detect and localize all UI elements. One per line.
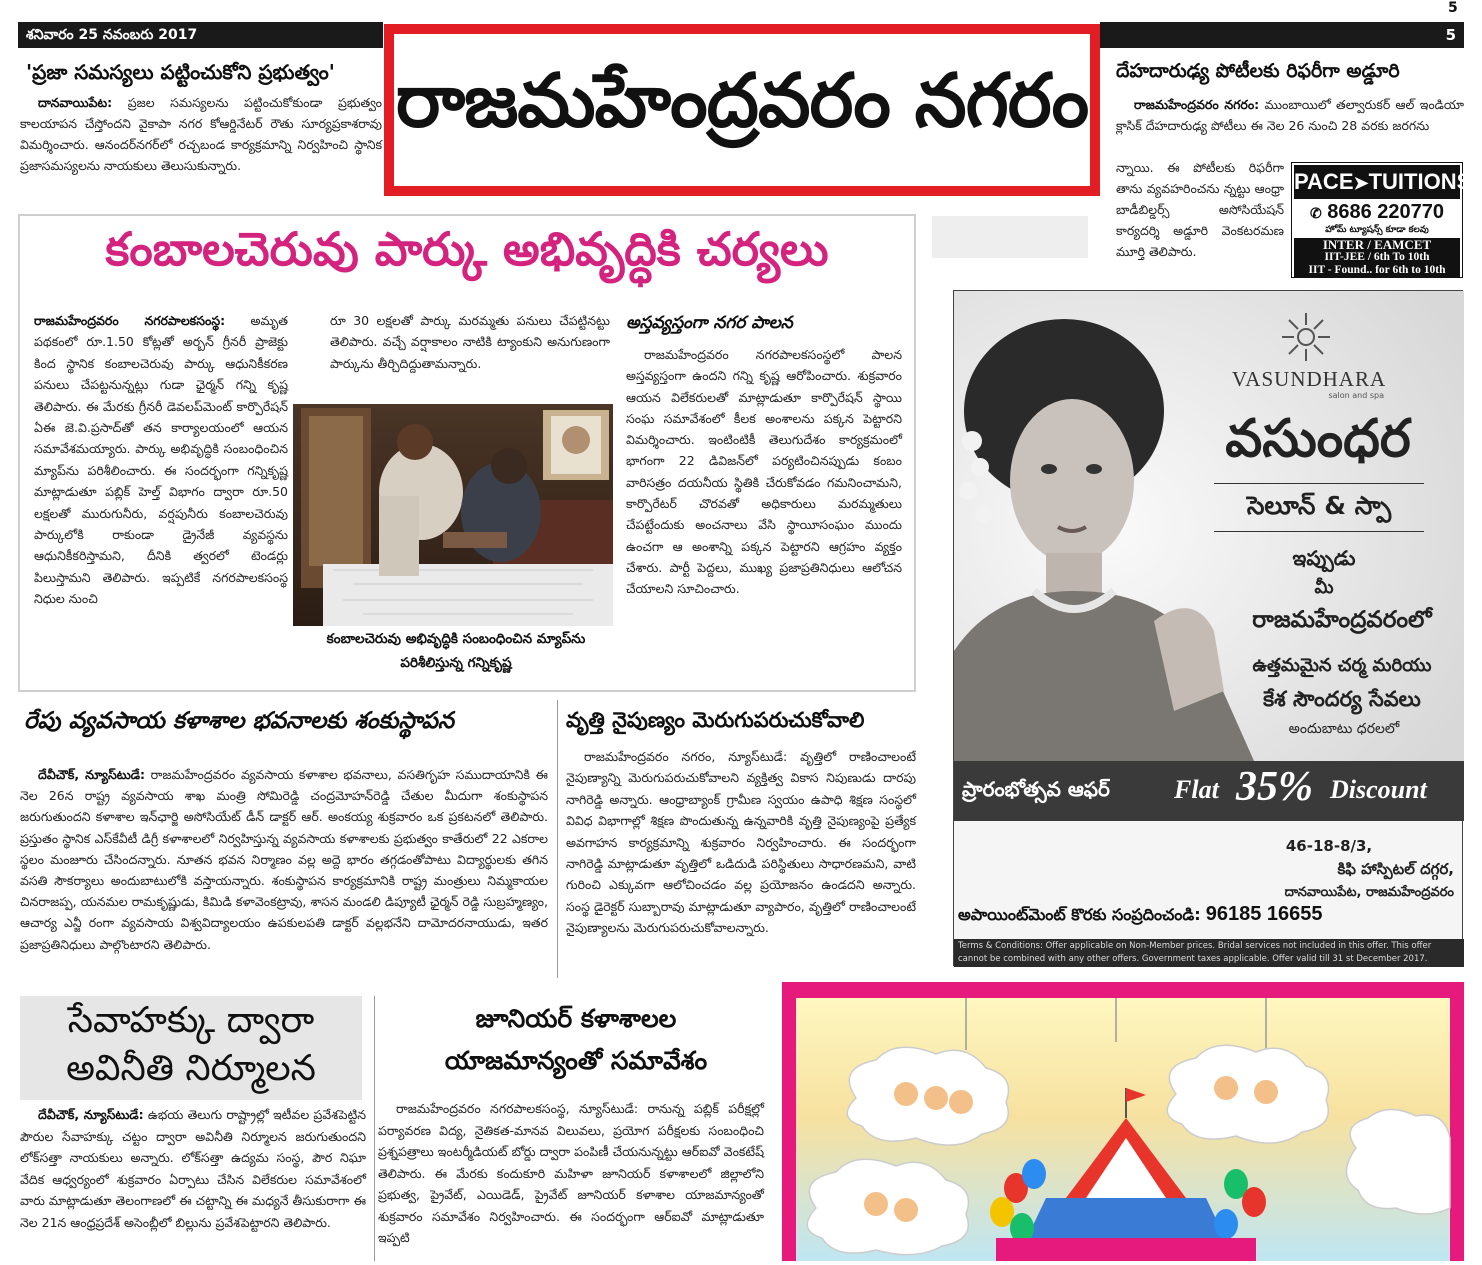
vasundhara-your: మీ xyxy=(1314,577,1334,598)
junior-story-text: రానున్న పబ్లిక్ పరీక్షల్లో పర్యావరణ విద్య, నైతికత-మానవ విలువలు, ప్రయోగ పరీక్షలకు సంబంధించి ప్రశ్నపత్రాలు ఇంటర్మీడియట్ బోర్డు ద్వారా పంపిణీ చేయనున్నట్టు ఆర్ఐవో వెంకటేష్ తెలిపారు. ఈ మేరకు కందుకూరి మహిళా జూనియర్ కళాశాలలో జిల్లాలోని ప్రభుత్వ, ప్రైవేట్, ఎయిడెడ్, ప్రైవేట్ జూనియర్ కళాశాల యాజమాన్యంతో శుక్రవారం సమావేశం నిర్వహించారు. ఈ సందర్భంగా ఆర్ఐవో మాట్లాడుతూ ఇప్పటి xyxy=(378,1101,764,1245)
story-top-left-text: ప్రజల సమస్యలను పట్టించుకోకుండా ప్రభుత్వం కాలయాపన చేస్తోందని వైకాపా నగర కోఆర్డినేటర్ రౌతు సూర్యప్రకాశరావు విమర్శించారు. ఆనందర్‌నగర్‌లో రచ్చబండ కార్యక్రమాన్ని నిర్వహించి స్థానిక ప్రజాసమస్యలను నాయకులు తెలుసుకున్నారు. xyxy=(20,95,382,173)
pace-brand-bar xyxy=(1294,165,1472,199)
park-story-col1 xyxy=(34,310,288,610)
agri-story-dateline: దేవీచౌక్, న్యూస్‌టుడే: xyxy=(38,767,146,782)
park-sub-dateline: రాజమహేంద్రవరం నగరపాలకసంస్థలో xyxy=(644,347,845,362)
vasundhara-now: ఇప్పుడు xyxy=(1292,546,1356,570)
story-top-right-text-full: ముంబాయిలో తల్వారుకర్ ఆల్ ఇండియా క్లాసిక్ దేహదారుఢ్య పోటీలు ఈ నెల 26 నుంచి 28 వరకు జరగను xyxy=(1116,97,1464,133)
service-rule-top xyxy=(1214,483,1424,484)
skill-story-dateline: రాజమహేంద్రవరం నగరం, న్యూస్‌టుడే: xyxy=(584,749,788,764)
pace-course-1: INTER / EAMCET xyxy=(1322,237,1432,252)
masthead xyxy=(384,24,1100,196)
skill-story-body xyxy=(566,746,916,939)
seva-story-body xyxy=(20,1104,366,1261)
agri-story-body xyxy=(20,764,548,955)
address-line1: 46-18-8/3, xyxy=(1285,837,1373,855)
story-top-right-headline: దేహదారుఢ్య పోటీలకు రిఫరీగా అడ్డూరి xyxy=(1116,60,1400,82)
phone-icon: ✆ xyxy=(1309,205,1322,221)
address-line2: కిఫి హాస్పిటల్ దగ్గర, xyxy=(1337,860,1454,878)
column-rule-2 xyxy=(374,996,375,1261)
pace-course-2: IIT-JEE / 6th To 10th xyxy=(1324,251,1430,263)
vasundhara-city: రాజమహేంద్రవరంలో xyxy=(1252,607,1432,633)
agri-story-text: రాజమహేంద్రవరం వ్యవసాయ కళాశాల భవనాలు, వసతిగృహ సముదాయానికి ఈ నెల 26న రాష్ట్ర వ్యవసాయ శాఖ మంత్రి సోమిరెడ్డి చంద్రమోహన్‌రెడ్డి చేతుల మీదుగా శంకుస్థాపన జరుగుతుందని కళాశాల ఇన్‌ఛార్జి అసోసియేట్ డీన్ డాక్టర్ ఆర్. అంకయ్య శుక్రవారం ఒక ప్రకటనలో తెలిపారు. ప్రస్తుతం స్థానిక ఎస్‌కేవీటీ డిగ్రీ కళాశాలలో నిర్వహిస్తున్న వ్యవసాయ కళాశాలకు ప్రభుత్వం కాతేరులో 22 ఎకరాల స్థలం మంజూరు చేసిందన్నారు. నూతన భవన నిర్మాణం వల్ల అద్దె భారం తగ్గడంతోపాటు విద్యార్థులకు తగిన వసతి సౌకర్యాలు అందుబాటులోకి వస్తాయన్నారు. శంకుస్థాపన కార్యక్రమానికి రాష్ట్ర మంత్రులు నిమ్మకాయల చినరాజప్ప, యనమల రామకృష్ణుడు, కిమిడి కళావెంకట్రావు, శాసన మండలి డిప్యూటీ ఛైర్మన్ రెడ్డి సుబ్రహ్మణ్యం, ఆచార్య ఎన్జీ రంగా వ్యవసాయ విశ్వవిద్యాలయం ఉపకులపతి డాక్టర్ వల్లభనేని దామోదరనాయుడు, ఇతర ప్రజాప్రతినిధులు పాల్గొంటారని తెలిపారు. xyxy=(20,767,548,952)
seva-headline-line2: అవినీతి నిర్మూలన xyxy=(66,1048,316,1089)
pace-courses xyxy=(1294,238,1460,277)
story-top-right-body xyxy=(1116,94,1464,136)
service-rule-bottom xyxy=(1214,531,1424,532)
address-line3: దానవాయిపేట, రాజమహేంద్రవరం xyxy=(1284,885,1454,900)
offer-flat: Flat xyxy=(1174,775,1219,804)
story-top-left-headline: 'ప్రజా సమస్యలు పట్టించుకోని ప్రభుత్వం' xyxy=(26,60,335,84)
date-strip xyxy=(18,22,383,48)
offer-te: ప్రారంభోత్సవ ఆఫర్ xyxy=(962,777,1110,801)
corner-page-mark: 5 xyxy=(1448,0,1458,16)
terms-bar: Terms & Conditions: Offer applicable on Non-Member prices. Bridal services not included in this offer. This offer cannot be combined with any other offers. Government taxes applicable. Offer valid till 31 st December 2017. xyxy=(954,939,1464,967)
vasundhara-services: కేశ సౌందర్య సేవలు xyxy=(1263,687,1421,711)
contact-label: అపాయింట్‌మెంట్ కొరకు సంప్రదించండి: xyxy=(958,905,1201,924)
story-top-right-dateline: రాజమహేంద్రవరం నగరం: xyxy=(1134,97,1260,112)
vasundhara-quality: ఉత్తమమైన చర్మ మరియు xyxy=(1252,655,1432,676)
story-top-right-body-narrow: న్నాయి. ఈ పోటీలకు రిఫరీగా తాను వ్యవహరించను న్నట్టు ఆంధ్రా బాడీబిల్డర్స్ అసోసియేషన్ కార్యదర్శి అడ్డూరి వెంకటరమణ మూర్తి తెలిపారు. xyxy=(1116,160,1284,259)
issue-date: శనివారం 25 నవంబరు 2017 xyxy=(26,27,198,43)
pace-brand: PACE xyxy=(1294,169,1354,194)
pace-tagline: హోమ్ ట్యూషన్స్ కూడా కలవు xyxy=(1325,225,1429,235)
school-ad-inner xyxy=(796,998,1450,1261)
pace-phone-row xyxy=(1294,201,1460,223)
runner-icon: ➤ xyxy=(1353,173,1369,193)
park-sub-text: పాలన అస్తవ్యస్తంగా ఉందని గన్ని కృష్ణ ఆరోపించారు. శుక్రవారం ఆయన విలేకరులతో మాట్లాడుతూ కార్పొరేషన్ స్థాయి సంఘ సమావేశంలో కీలక అంశాలను పక్కన పెట్టారని విమర్శించారు. ఇంటింటికీ తెలుగుదేశం కార్యక్రమంలో భాగంగా 22 డివిజన్‌లో పర్యటించినప్పుడు కంబం వారిసత్రం దయనీయ స్థితికి చేరుకోవడం గమనించామని, కార్పొరేటర్ చొరవతో అధికారులు మరమ్మతులు చేపట్టేందుకు అంచనాలు వేసి స్థాయీసంఘం ముందు ఉంచగా ఆ అంశాన్ని పక్కన పెట్టారని ఆగ్రహం వ్యక్తం చేశారు. పార్టీ పెద్దలు, ముఖ్య ప్రజాప్రతినిధులు ఆలోచన చేయాలని సూచించారు. xyxy=(626,347,902,597)
pace-tuitions-ad xyxy=(1291,162,1472,278)
story-top-left-dateline: దానవాయిపేట: xyxy=(38,95,113,110)
park-story-col1-text: అమృత పథకంలో రూ.1.50 కోట్లతో అర్బన్ గ్రీనరీ ప్రాజెక్టు కింద స్థానిక కంబాలచెరువు పార్కు ఆధునికీకరణ పనులు చేపట్టనున్నట్లు గుడా ఛైర్మన్ గన్ని కృష్ణ తెలిపారు. ఈ మేరకు గ్రీనరీ డెవలప్‌మెంట్ కార్పొరేషన్ ఏఈ జె.వి.ప్రసాద్‌తో తన కార్యాలయంలో ఆయన సమావేశమయ్యారు. పార్కు అభివృద్ధికి సంబంధించిన మ్యాప్‌ను పరిశీలించారు. ఈ సందర్భంగా గన్నికృష్ణ మాట్లాడుతూ పబ్లిక్ హెల్త్ విభాగం ద్వారా రూ.50 లక్షలతో మురుగునీరు, వర్షపునీరు కంబాలచెరువు పార్కులోకి రాకుండా డ్రైనేజీ వ్యవస్థను ఆధునికీకరిస్తామని, దీనికి త్వరలో టెండర్లు పిలుస్తామని తెలిపారు. ఇప్పటికే నగరపాలకసంస్థ నిధుల నుంచి xyxy=(34,313,288,607)
park-map-photo xyxy=(293,404,613,626)
skill-story-text: వృత్తిలో రాణించాలంటే నైపుణ్యాన్ని మెరుగుపరుచుకోవాలని వ్యక్తిత్వ వికాస నిపుణుడు దారపు నాగిరెడ్డి అన్నారు. ఆంధ్రాబ్యాంక్ గ్రామీణ స్వయం ఉపాధి శిక్షణ సంస్థలో వివిధ విభాగాల్లో శిక్షణ పొందుతున్న ఉన్నవారికి వృత్తి నైపుణ్యంపై ప్రత్యేక అవగాహన కార్యక్రమాన్ని శుక్రవారం నిర్వహించారు. ఈ సందర్భంగా నాగిరెడ్డి మాట్లాడుతూ వృత్తిలో ఒడిదుడి పరిస్థితులు సాధారణమని, వాటి గురించి ఎక్కువగా ఆలోచించడం వల్ల ప్రయోజనం ఉండదని అన్నారు. సంస్థ డైరెక్టర్ సుబ్బారావు మాట్లాడుతూ వ్యాపారం, వృత్తిలో రాణించాలంటే నైపుణ్యాలను మెరుగుపరుచుకోవాలన్నారు. xyxy=(566,749,916,936)
vasundhara-address xyxy=(1204,835,1454,904)
pace-course-3: IIT - Found.. for 6th to 10th xyxy=(1308,264,1446,276)
pace-phone: 8686 220770 xyxy=(1327,201,1445,223)
photo-caption-line2: పరిశీలిస్తున్న గన్నికృష్ణ xyxy=(400,655,512,671)
vasundhara-brand-te: వసుంధర xyxy=(1225,409,1411,469)
photo-caption-line1: కంబాలచెరువు అభివృద్ధికి సంబంధించిన మ్యాప్‌ను xyxy=(326,631,586,647)
park-sub-headline: అస్తవ్యస్తంగా నగర పాలన xyxy=(626,313,793,333)
seva-story-text: ఉభయ తెలుగు రాష్ట్రాల్లో ఇటీవల ప్రవేశపెట్టిన పౌరుల సేవాహక్కు చట్టం ద్వారా అవినీతి నిర్మూలన జరుగుతుందని లోక్‌సత్తా నాయకులు అన్నారు. లోక్‌సత్తా ఉద్యమ సంస్థ, పౌర నిఘా వేదిక ఆధ్వర్యంలో శుక్రవారం ఏర్పాటు చేసిన విలేకరుల సమావేశంలో వారు మాట్లాడుతూ తెలంగాణలో ఈ చట్టాన్ని ఈ మధ్యనే తీసుకురాగా ఈ నెల 21న ఆంధ్రప్రదేశ్ అసెంబ్లీలో బిల్లును ప్రవేశపెట్టారని తెలిపారు. xyxy=(20,1107,366,1230)
vasundhara-brand-sub: salon and spa xyxy=(1328,391,1384,400)
masthead-title: రాజమహేంద్రవరం నగరం xyxy=(395,58,1089,144)
pace-tuitions: TUITIONS xyxy=(1368,169,1472,194)
seva-story-dateline: దేవీచౌక్, న్యూస్‌టుడే: xyxy=(38,1107,144,1122)
junior-story-dateline: రాజమహేంద్రవరం నగరపాలకసంస్థ, న్యూస్‌టుడే: xyxy=(396,1101,639,1116)
blank-ad-slot xyxy=(932,216,1088,258)
agri-story-headline: రేపు వ్యవసాయ కళాశాల భవనాలకు శంకుస్థాపన xyxy=(24,708,454,734)
vasundhara-contact xyxy=(958,903,1458,928)
masthead-inner xyxy=(394,34,1090,186)
seva-headline-box xyxy=(20,996,362,1100)
column-rule xyxy=(557,700,558,978)
offer-discount: Discount xyxy=(1330,775,1427,804)
discount-bar xyxy=(954,761,1464,821)
photo-illustration xyxy=(293,404,613,626)
park-story-dateline: రాజమహేంద్రవరం నగరపాలకసంస్థ: xyxy=(34,313,226,328)
contact-phone: 96185 16655 xyxy=(1205,903,1323,925)
offer-percent: 35% xyxy=(1236,764,1313,810)
vasundhara-ad xyxy=(953,290,1463,966)
vasundhara-service: సెలూన్ & స్పా xyxy=(1246,491,1392,520)
seva-headline-line1: సేవాహక్కు ద్వారా xyxy=(67,1000,315,1041)
school-ad xyxy=(782,982,1464,1261)
vasundhara-logo-icon xyxy=(1276,309,1336,365)
page-number-strip xyxy=(1100,22,1464,48)
junior-story-body xyxy=(378,1098,764,1261)
school-ad-illustration xyxy=(796,998,1450,1261)
junior-headline-line1: జూనియర్ కళాశాలల xyxy=(475,1004,677,1033)
skill-story-headline: వృత్తి నైపుణ్యం మెరుగుపరుచుకోవాలి xyxy=(566,708,865,732)
park-sub-body xyxy=(626,344,902,600)
park-story-col2: రూ 30 లక్షలతో పార్కు మరమ్మతు పనులు చేపట్టినట్టు తెలిపారు. వచ్చే వర్షాకాలం నాటికి ట్యాంకుని అనుగుణంగా పార్కును తీర్చిదిద్దుతామన్నారు. xyxy=(330,313,610,371)
junior-headline-line2: యాజమాన్యంతో సమావేశం xyxy=(444,1046,708,1075)
vasundhara-brand-en: VASUNDHARA xyxy=(1231,367,1387,391)
vasundhara-price: అందుబాటు ధరలలో xyxy=(1288,721,1400,737)
park-story-headline: కంబాలచెరువు పార్కు అభివృద్ధికి చర్యలు xyxy=(105,222,829,276)
story-top-left-body xyxy=(20,92,382,176)
page-number: 5 xyxy=(1445,26,1456,44)
